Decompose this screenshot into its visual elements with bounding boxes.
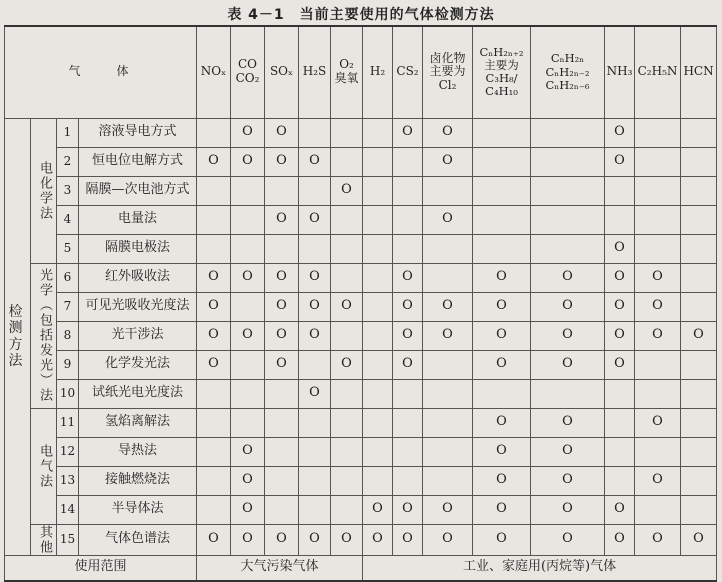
row-number: 14 <box>57 495 79 524</box>
applicability-mark <box>265 176 299 205</box>
row-number: 5 <box>57 234 79 263</box>
applicability-mark: O <box>531 263 605 292</box>
applicability-mark <box>423 379 473 408</box>
applicability-mark: O <box>635 292 681 321</box>
gas-header-label: 气 体 <box>5 26 197 118</box>
applicability-mark: O <box>423 205 473 234</box>
applicability-mark: O <box>265 147 299 176</box>
applicability-mark: O <box>531 292 605 321</box>
applicability-mark: O <box>635 321 681 350</box>
row-number: 9 <box>57 350 79 379</box>
applicability-mark <box>299 118 331 147</box>
applicability-mark: O <box>531 495 605 524</box>
applicability-mark <box>393 234 423 263</box>
applicability-mark <box>299 466 331 495</box>
applicability-mark: O <box>605 147 635 176</box>
applicability-mark <box>635 176 681 205</box>
applicability-mark: O <box>231 118 265 147</box>
applicability-mark <box>423 263 473 292</box>
applicability-mark: O <box>531 524 605 555</box>
applicability-mark: O <box>393 263 423 292</box>
method-name: 光干涉法 <box>79 321 197 350</box>
applicability-mark: O <box>531 437 605 466</box>
applicability-mark: O <box>473 321 531 350</box>
applicability-mark <box>531 176 605 205</box>
applicability-mark <box>363 292 393 321</box>
applicability-mark: O <box>635 263 681 292</box>
applicability-mark <box>605 408 635 437</box>
applicability-mark: O <box>681 321 717 350</box>
applicability-mark <box>393 205 423 234</box>
applicability-mark: O <box>265 205 299 234</box>
gas-column-header: C₂H₅N <box>635 26 681 118</box>
gas-column-header: HCN <box>681 26 717 118</box>
applicability-mark <box>265 379 299 408</box>
table-row <box>5 495 717 524</box>
applicability-mark: O <box>299 263 331 292</box>
applicability-mark: O <box>473 263 531 292</box>
applicability-mark: O <box>473 495 531 524</box>
row-number: 7 <box>57 292 79 321</box>
applicability-mark: O <box>473 437 531 466</box>
applicability-mark <box>681 147 717 176</box>
table-row <box>5 466 717 495</box>
applicability-mark <box>299 176 331 205</box>
row-number: 3 <box>57 176 79 205</box>
method-name: 氢焰离解法 <box>79 408 197 437</box>
applicability-mark <box>393 147 423 176</box>
applicability-mark: O <box>605 524 635 555</box>
applicability-mark <box>331 379 363 408</box>
applicability-mark <box>681 176 717 205</box>
applicability-mark: O <box>393 495 423 524</box>
applicability-mark <box>393 379 423 408</box>
applicability-mark: O <box>197 321 231 350</box>
gas-detection-table <box>4 25 717 582</box>
gas-column-header: H₂ <box>363 26 393 118</box>
applicability-mark <box>681 118 717 147</box>
applicability-mark <box>231 350 265 379</box>
applicability-mark <box>231 176 265 205</box>
applicability-mark <box>197 118 231 147</box>
applicability-mark <box>531 379 605 408</box>
applicability-mark: O <box>635 466 681 495</box>
table-row <box>5 524 717 555</box>
applicability-mark: O <box>231 263 265 292</box>
method-name: 恒电位电解方式 <box>79 147 197 176</box>
row-number: 11 <box>57 408 79 437</box>
applicability-mark: O <box>531 321 605 350</box>
applicability-mark <box>363 205 393 234</box>
applicability-mark: O <box>473 292 531 321</box>
applicability-mark <box>635 495 681 524</box>
applicability-mark <box>197 408 231 437</box>
applicability-mark: O <box>231 495 265 524</box>
applicability-mark: O <box>423 118 473 147</box>
applicability-mark <box>331 321 363 350</box>
applicability-mark: O <box>423 524 473 555</box>
applicability-mark: O <box>605 234 635 263</box>
applicability-mark <box>605 379 635 408</box>
applicability-mark <box>197 379 231 408</box>
applicability-mark <box>393 176 423 205</box>
method-group-label: 电气法 <box>31 408 57 524</box>
applicability-mark <box>681 495 717 524</box>
table-row <box>5 205 717 234</box>
applicability-mark <box>331 437 363 466</box>
applicability-mark <box>363 379 393 408</box>
applicability-mark <box>423 466 473 495</box>
applicability-mark: O <box>363 495 393 524</box>
applicability-mark <box>363 350 393 379</box>
applicability-mark: O <box>393 350 423 379</box>
applicability-mark: O <box>423 321 473 350</box>
applicability-mark <box>531 205 605 234</box>
table-row <box>5 408 717 437</box>
applicability-mark: O <box>605 495 635 524</box>
applicability-mark <box>681 350 717 379</box>
applicability-mark: O <box>197 524 231 555</box>
applicability-mark <box>681 234 717 263</box>
applicability-mark: O <box>393 524 423 555</box>
gas-column-header: CₙH₂ₙ CₙH₂ₙ₋₂ CₙH₂ₙ₋₆ <box>531 26 605 118</box>
applicability-mark <box>681 408 717 437</box>
row-number: 1 <box>57 118 79 147</box>
applicability-mark <box>531 147 605 176</box>
applicability-mark <box>265 437 299 466</box>
applicability-mark <box>299 437 331 466</box>
applicability-mark <box>197 176 231 205</box>
applicability-mark <box>635 379 681 408</box>
applicability-mark <box>231 408 265 437</box>
method-group-label: 其他 <box>31 524 57 555</box>
applicability-mark <box>331 466 363 495</box>
applicability-mark <box>605 176 635 205</box>
applicability-mark <box>635 234 681 263</box>
usage-range-label: 使用范围 <box>5 555 197 581</box>
applicability-mark: O <box>299 379 331 408</box>
applicability-mark <box>635 205 681 234</box>
applicability-mark: O <box>197 263 231 292</box>
row-number: 8 <box>57 321 79 350</box>
applicability-mark <box>473 147 531 176</box>
row-number: 13 <box>57 466 79 495</box>
applicability-mark <box>531 118 605 147</box>
gas-column-header: NH₃ <box>605 26 635 118</box>
applicability-mark: O <box>265 350 299 379</box>
applicability-mark <box>331 263 363 292</box>
gas-column-header: NOₓ <box>197 26 231 118</box>
applicability-mark: O <box>231 321 265 350</box>
gas-column-header: CₙH₂ₙ₊₂ 主要为 C₃H₈/ C₄H₁₀ <box>473 26 531 118</box>
applicability-mark <box>265 234 299 263</box>
applicability-mark <box>197 234 231 263</box>
applicability-mark <box>605 466 635 495</box>
applicability-mark <box>197 437 231 466</box>
method-name: 接触燃烧法 <box>79 466 197 495</box>
applicability-mark <box>681 437 717 466</box>
applicability-mark <box>299 350 331 379</box>
row-number: 4 <box>57 205 79 234</box>
applicability-mark <box>231 234 265 263</box>
applicability-mark: O <box>299 292 331 321</box>
applicability-mark <box>265 408 299 437</box>
method-name: 化学发光法 <box>79 350 197 379</box>
applicability-mark: O <box>299 147 331 176</box>
applicability-mark <box>423 437 473 466</box>
row-number: 6 <box>57 263 79 292</box>
applicability-mark <box>331 495 363 524</box>
applicability-mark <box>363 466 393 495</box>
applicability-mark: O <box>265 321 299 350</box>
applicability-mark: O <box>473 524 531 555</box>
table-row <box>5 263 717 292</box>
applicability-mark <box>363 234 393 263</box>
applicability-mark: O <box>473 350 531 379</box>
method-name: 气体色谱法 <box>79 524 197 555</box>
applicability-mark: O <box>363 524 393 555</box>
applicability-mark <box>363 263 393 292</box>
method-name: 可见光吸收光度法 <box>79 292 197 321</box>
applicability-mark <box>331 147 363 176</box>
method-name: 溶液导电方式 <box>79 118 197 147</box>
row-number: 12 <box>57 437 79 466</box>
applicability-mark: O <box>331 292 363 321</box>
applicability-mark <box>635 437 681 466</box>
applicability-mark: O <box>231 437 265 466</box>
applicability-mark <box>605 437 635 466</box>
applicability-mark: O <box>605 118 635 147</box>
method-name: 导热法 <box>79 437 197 466</box>
applicability-mark <box>265 466 299 495</box>
table-caption: 表 4－1 当前主要使用的气体检测方法 <box>227 7 495 23</box>
applicability-mark: O <box>299 205 331 234</box>
table-row <box>5 147 717 176</box>
applicability-mark: O <box>605 321 635 350</box>
method-name: 隔膜—次电池方式 <box>79 176 197 205</box>
gas-column-header: CO CO₂ <box>231 26 265 118</box>
applicability-mark: O <box>423 292 473 321</box>
applicability-mark: O <box>197 147 231 176</box>
applicability-mark: O <box>231 524 265 555</box>
applicability-mark <box>473 176 531 205</box>
row-number: 15 <box>57 524 79 555</box>
applicability-mark <box>197 495 231 524</box>
applicability-mark: O <box>331 350 363 379</box>
method-name: 电量法 <box>79 205 197 234</box>
applicability-mark <box>393 437 423 466</box>
applicability-mark <box>423 350 473 379</box>
applicability-mark <box>331 205 363 234</box>
table-row <box>5 321 717 350</box>
applicability-mark: O <box>393 118 423 147</box>
table-row <box>5 292 717 321</box>
method-name: 试纸光电光度法 <box>79 379 197 408</box>
row-number: 10 <box>57 379 79 408</box>
applicability-mark <box>393 408 423 437</box>
method-name: 红外吸收法 <box>79 263 197 292</box>
applicability-mark <box>473 118 531 147</box>
table-row <box>5 437 717 466</box>
usage-range-industrial: 工业、家庭用(丙烷等)气体 <box>363 555 717 581</box>
gas-column-header: O₂ 臭氧 <box>331 26 363 118</box>
applicability-mark <box>635 118 681 147</box>
gas-column-header: 卤化物 主要为 Cl₂ <box>423 26 473 118</box>
applicability-mark: O <box>265 292 299 321</box>
applicability-mark <box>231 379 265 408</box>
applicability-mark <box>681 263 717 292</box>
side-label-detection-method: 检 测 方 法 <box>5 118 31 555</box>
applicability-mark: O <box>299 321 331 350</box>
table-row <box>5 379 717 408</box>
applicability-mark: O <box>423 147 473 176</box>
applicability-mark <box>635 350 681 379</box>
applicability-mark <box>473 379 531 408</box>
applicability-mark <box>363 176 393 205</box>
applicability-mark <box>393 466 423 495</box>
table-row <box>5 118 717 147</box>
applicability-mark <box>473 234 531 263</box>
applicability-mark <box>299 495 331 524</box>
applicability-mark <box>331 408 363 437</box>
applicability-mark: O <box>393 321 423 350</box>
applicability-mark <box>265 495 299 524</box>
usage-range-air-pollution: 大气污染气体 <box>197 555 363 581</box>
applicability-mark <box>635 147 681 176</box>
applicability-mark: O <box>605 292 635 321</box>
applicability-mark <box>531 234 605 263</box>
applicability-mark: O <box>531 408 605 437</box>
gas-column-header: SOₓ <box>265 26 299 118</box>
applicability-mark <box>299 408 331 437</box>
applicability-mark: O <box>423 495 473 524</box>
applicability-mark <box>423 176 473 205</box>
applicability-mark <box>363 147 393 176</box>
applicability-mark <box>331 234 363 263</box>
applicability-mark: O <box>265 118 299 147</box>
applicability-mark <box>331 118 363 147</box>
table-row <box>5 176 717 205</box>
applicability-mark <box>423 408 473 437</box>
applicability-mark <box>681 379 717 408</box>
applicability-mark: O <box>265 263 299 292</box>
applicability-mark <box>423 234 473 263</box>
applicability-mark <box>363 437 393 466</box>
applicability-mark: O <box>265 524 299 555</box>
method-group-label: 光学（包括发光）法 <box>31 263 57 408</box>
gas-column-header: H₂S <box>299 26 331 118</box>
applicability-mark <box>197 205 231 234</box>
row-number: 2 <box>57 147 79 176</box>
applicability-mark <box>681 292 717 321</box>
applicability-mark: O <box>331 524 363 555</box>
applicability-mark <box>363 118 393 147</box>
applicability-mark: O <box>531 350 605 379</box>
applicability-mark <box>231 205 265 234</box>
table-row <box>5 234 717 263</box>
applicability-mark <box>473 205 531 234</box>
applicability-mark: O <box>331 176 363 205</box>
applicability-mark: O <box>299 524 331 555</box>
applicability-mark: O <box>605 263 635 292</box>
applicability-mark <box>681 205 717 234</box>
applicability-mark <box>231 292 265 321</box>
applicability-mark: O <box>231 466 265 495</box>
applicability-mark <box>363 321 393 350</box>
applicability-mark: O <box>473 408 531 437</box>
table-row <box>5 350 717 379</box>
applicability-mark: O <box>605 350 635 379</box>
applicability-mark: O <box>197 350 231 379</box>
method-name: 半导体法 <box>79 495 197 524</box>
applicability-mark: O <box>473 466 531 495</box>
applicability-mark: O <box>393 292 423 321</box>
method-name: 隔膜电极法 <box>79 234 197 263</box>
applicability-mark <box>605 205 635 234</box>
applicability-mark: O <box>635 524 681 555</box>
applicability-mark: O <box>197 292 231 321</box>
applicability-mark: O <box>231 147 265 176</box>
applicability-mark <box>197 466 231 495</box>
method-group-label: 电化学法 <box>31 118 57 263</box>
applicability-mark: O <box>681 524 717 555</box>
gas-column-header: CS₂ <box>393 26 423 118</box>
applicability-mark <box>681 466 717 495</box>
applicability-mark: O <box>531 466 605 495</box>
applicability-mark <box>299 234 331 263</box>
applicability-mark: O <box>635 408 681 437</box>
applicability-mark <box>363 408 393 437</box>
